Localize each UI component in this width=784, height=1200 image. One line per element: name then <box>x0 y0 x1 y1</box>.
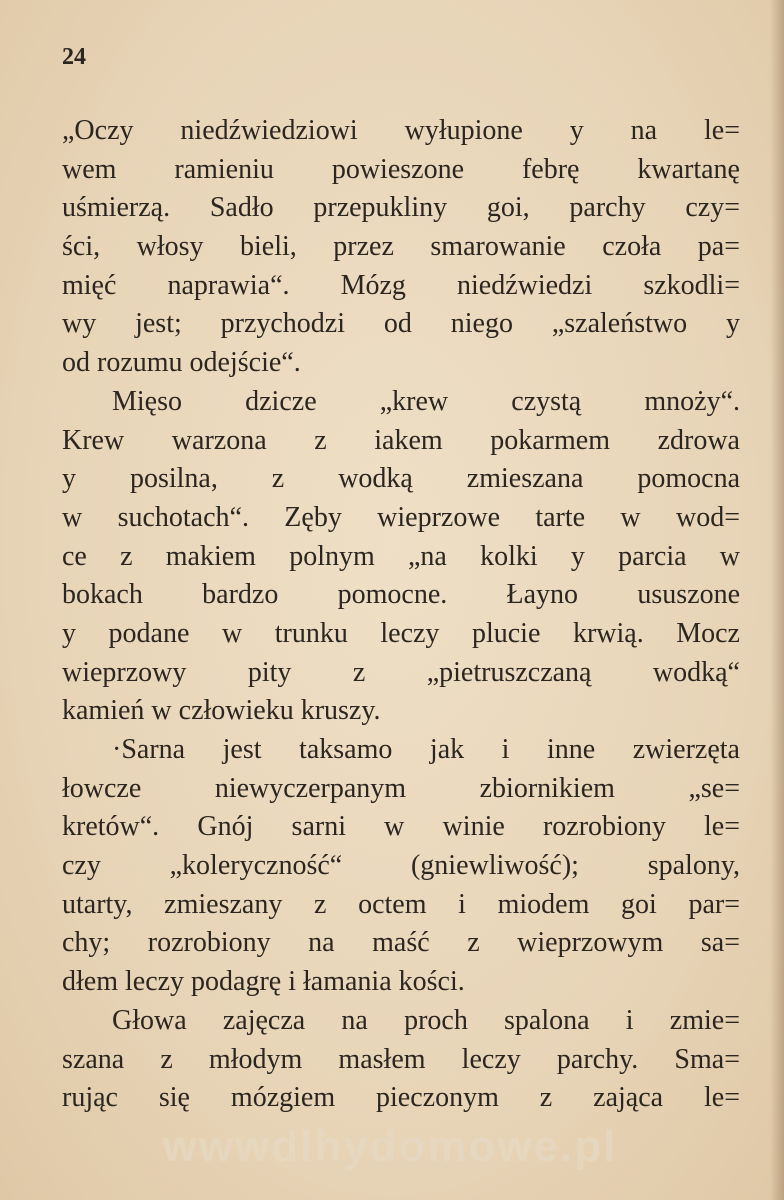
text-line: Głowa zajęcza na proch spalona i zmie= <box>112 1004 740 1036</box>
text-line: y posilna, z wodką zmieszana pomocna <box>62 463 740 495</box>
text-line: wy jest; przychodzi od niego „szaleństwo y <box>62 308 740 340</box>
text-line: chy; rozrobiony na maść z wieprzowym sa= <box>62 927 740 959</box>
text-line: uśmierzą. Sadło przepukliny goi, parchy czy= <box>62 192 740 224</box>
text-line: y podane w trunku leczy plucie krwią. Mocz <box>62 617 740 649</box>
text-line: łowcze niewyczerpanym zbiornikiem „se= <box>62 772 740 804</box>
text-line: kamień w człowieku kruszy. <box>62 695 381 727</box>
text-line: bokach bardzo pomocne. Łayno ususzone <box>62 579 740 611</box>
text-line: kretów“. Gnój sarni w winie rozrobiony le= <box>62 811 740 843</box>
text-line: ści, włosy bieli, przez smarowanie czoła pa= <box>62 231 740 263</box>
text-line: ce z makiem polnym „na kolki y parcia w <box>62 540 740 572</box>
text-line: wem ramieniu powieszone febrę kwartanę <box>62 153 740 185</box>
page-edge-shadow <box>770 0 784 1200</box>
text-line: dłem leczy podagrę i łamania kości. <box>62 966 465 998</box>
text-line: szana z młodym masłem leczy parchy. Sma= <box>62 1043 740 1075</box>
text-line: w suchotach“. Zęby wieprzowe tarte w wod= <box>62 501 740 533</box>
text-line: ·Sarna jest taksamo jak i inne zwierzęta <box>112 734 740 765</box>
text-line: czy „koleryczność“ (gniewliwość); spalony, <box>62 850 740 882</box>
text-line: rując się mózgiem pieczonym z zająca le= <box>62 1082 740 1114</box>
watermark: wwwdlhydomowe.pl <box>162 1122 618 1171</box>
text-line: mięć naprawia“. Mózg niedźwiedzi szkodli= <box>62 269 740 301</box>
text-line: Mięso dzicze „krew czystą mnoży“. <box>112 385 740 417</box>
text-line: „Oczy niedźwiedziowi wyłupione y na le= <box>62 115 740 146</box>
text-line: Krew warzona z iakem pokarmem zdrowa <box>62 424 740 456</box>
text-line: utarty, zmieszany z octem i miodem goi par= <box>62 888 740 920</box>
text-line: wieprzowy pity z „pietruszczaną wodką“ <box>62 656 740 688</box>
page-number: 24 <box>62 44 86 70</box>
body-text <box>62 112 740 1118</box>
text-line: od rozumu odejście“. <box>62 347 301 379</box>
